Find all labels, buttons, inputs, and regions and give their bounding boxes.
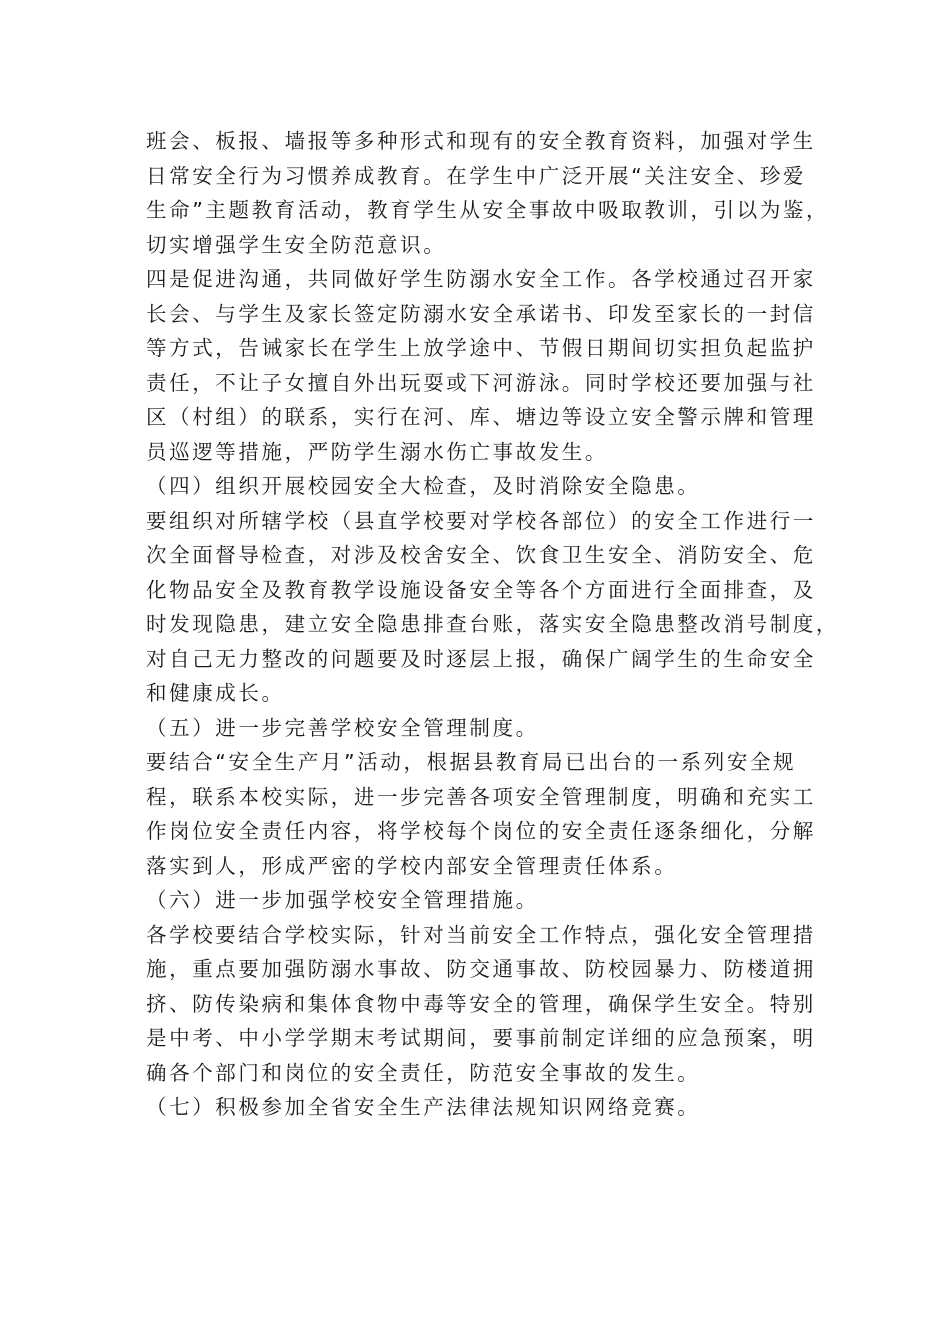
text-line: 日常安全行为习惯养成教育。在学生中广泛开展“关注安全、珍爱 (146, 163, 807, 188)
document-body (146, 124, 839, 1125)
text-line: 是中考、中小学学期末考试期间，要事前制定详细的应急预案，明 (146, 1026, 816, 1050)
text-line: 区（村组）的联系，实行在河、库、塘边等设立安全警示牌和管理 (146, 405, 816, 429)
section-heading: （七）积极参加全省安全生产法律法规知识网络竞赛。 (146, 1095, 701, 1119)
text-line: 等方式，告诫家长在学生上放学途中、节假日期间切实担负起监护 (146, 336, 816, 360)
text-line: 切实增强学生安全防范意识。 (146, 232, 447, 257)
text-line: 和健康成长。 (146, 681, 285, 705)
text-line: 确各个部门和岗位的安全责任，防范安全事故的发生。 (146, 1060, 701, 1085)
text-line: 时发现隐患，建立安全隐患排查台账，落实安全隐患整改消号制度， (146, 612, 839, 636)
text-line: 生命”主题教育活动，教育学生从安全事故中吸取教训，引以为鉴， (146, 198, 830, 222)
section-heading: （五）进一步完善学校安全管理制度。 (146, 715, 539, 740)
text-line: 长会、与学生及家长签定防溺水安全承诺书、印发至家长的一封信 (146, 301, 816, 326)
text-line: 要结合“安全生产月”活动，根据县教育局已出台的一系列安全规 (146, 750, 797, 774)
text-line: 要组织对所辖学校（县直学校要对学校各部位）的安全工作进行一 (146, 508, 816, 533)
text-line: 挤、防传染病和集体食物中毒等安全的管理，确保学生安全。特别 (146, 991, 816, 1016)
text-line: 施，重点要加强防溺水事故、防交通事故、防校园暴力、防楼道拥 (146, 957, 816, 981)
text-line: 作岗位安全责任内容，将学校每个岗位的安全责任逐条细化，分解 (146, 819, 816, 843)
text-line: 员巡逻等措施，严防学生溺水伤亡事故发生。 (146, 439, 608, 464)
text-line: 程，联系本校实际，进一步完善各项安全管理制度，明确和充实工 (146, 784, 816, 809)
text-line: 责任，不让子女擅自外出玩耍或下河游泳。同时学校还要加强与社 (146, 370, 816, 395)
text-line: 对自己无力整改的问题要及时逐层上报，确保广阔学生的生命安全 (146, 646, 816, 671)
text-line: 四是促进沟通，共同做好学生防溺水安全工作。各学校通过召开家 (146, 267, 816, 291)
text-line: 各学校要结合学校实际，针对当前安全工作特点，强化安全管理措 (146, 922, 816, 947)
text-line: 次全面督导检查，对涉及校舍安全、饮食卫生安全、消防安全、危 (146, 543, 816, 567)
section-heading: （六）进一步加强学校安全管理措施。 (146, 888, 539, 912)
text-line: 化物品安全及教育教学设施设备安全等各个方面进行全面排查，及 (146, 577, 816, 602)
text-line: 班会、板报、墙报等多种形式和现有的安全教育资料，加强对学生 (146, 129, 816, 153)
section-heading: （四）组织开展校园安全大检查，及时消除安全隐患。 (146, 474, 701, 498)
text-line: 落实到人，形成严密的学校内部安全管理责任体系。 (146, 853, 678, 878)
